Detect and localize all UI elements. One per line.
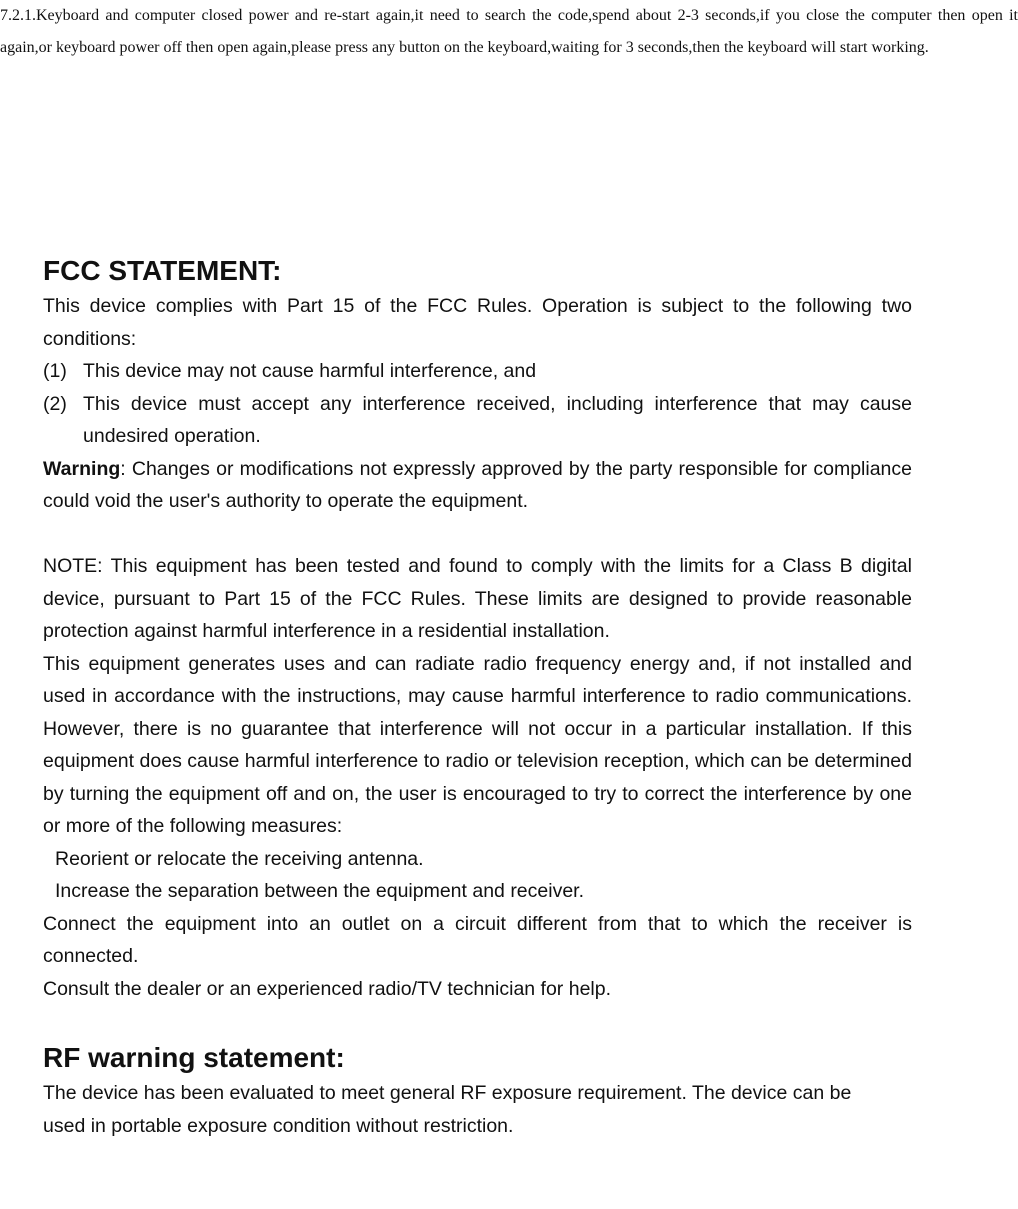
measure-item: Consult the dealer or an experienced radio/TV technician for help. xyxy=(43,977,612,1000)
condition-number: (2) xyxy=(43,392,67,415)
interference-paragraph: This equipment generates uses and can radiate radio frequency energy and, if not installed and used in accordance with the instructions, may cause harmful interference to radio communications. However, there is no guarantee that interference will not occur in a particular installation. If this equipment does cause harmful interference to radio or television reception, which can be determined by turning the equipment off and on, the user is encouraged to try to correct the interference by one or more of the following measures: xyxy=(43,652,912,837)
warning-label: Warning xyxy=(43,457,121,480)
fcc-compliance-paragraph: This device complies with Part 15 of the FCC Rules. Operation is subject to the following two conditions: xyxy=(43,295,912,350)
intro-paragraph: 7.2.1.Keyboard and computer closed power and re-start again,it need to search the code,spend about 2-3 seconds,if you close the computer then open it again,or keyboard power off then open again,please press any button on the keyboard,waiting for 3 seconds,then the keyboard will start working. xyxy=(0,7,1018,56)
condition-text: This device must accept any interference received, including interference that may cause undesired operation. xyxy=(83,392,912,447)
condition-item xyxy=(43,388,912,453)
measure-item: Increase the separation between the equipment and receiver. xyxy=(55,880,585,902)
condition-text: This device may not cause harmful interference, and xyxy=(83,360,537,382)
condition-item xyxy=(43,355,912,388)
condition-number: (1) xyxy=(43,360,67,382)
fcc-heading: FCC STATEMENT: xyxy=(43,255,282,286)
measure-item: Reorient or relocate the receiving antenna. xyxy=(55,847,424,870)
rf-paragraph: The device has been evaluated to meet general RF exposure requirement. The device can be used in portable exposure condition without restriction. xyxy=(43,1082,852,1137)
measure-item: Connect the equipment into an outlet on a circuit different from that to which the receiver is connected. xyxy=(43,912,912,967)
rf-heading: RF warning statement: xyxy=(43,1042,345,1073)
fcc-content xyxy=(43,252,912,1142)
warning-paragraph xyxy=(43,453,912,518)
spacer xyxy=(43,518,912,551)
note-paragraph: NOTE: This equipment has been tested and found to comply with the limits for a Class B digital device, pursuant to Part 15 of the FCC Rules. These limits are designed to provide reasonable protection against harmful interference in a residential installation. xyxy=(43,555,912,642)
warning-text: : Changes or modifications not expressly approved by the party responsible for compliance could void the user's authority to operate the equipment. xyxy=(43,457,912,512)
